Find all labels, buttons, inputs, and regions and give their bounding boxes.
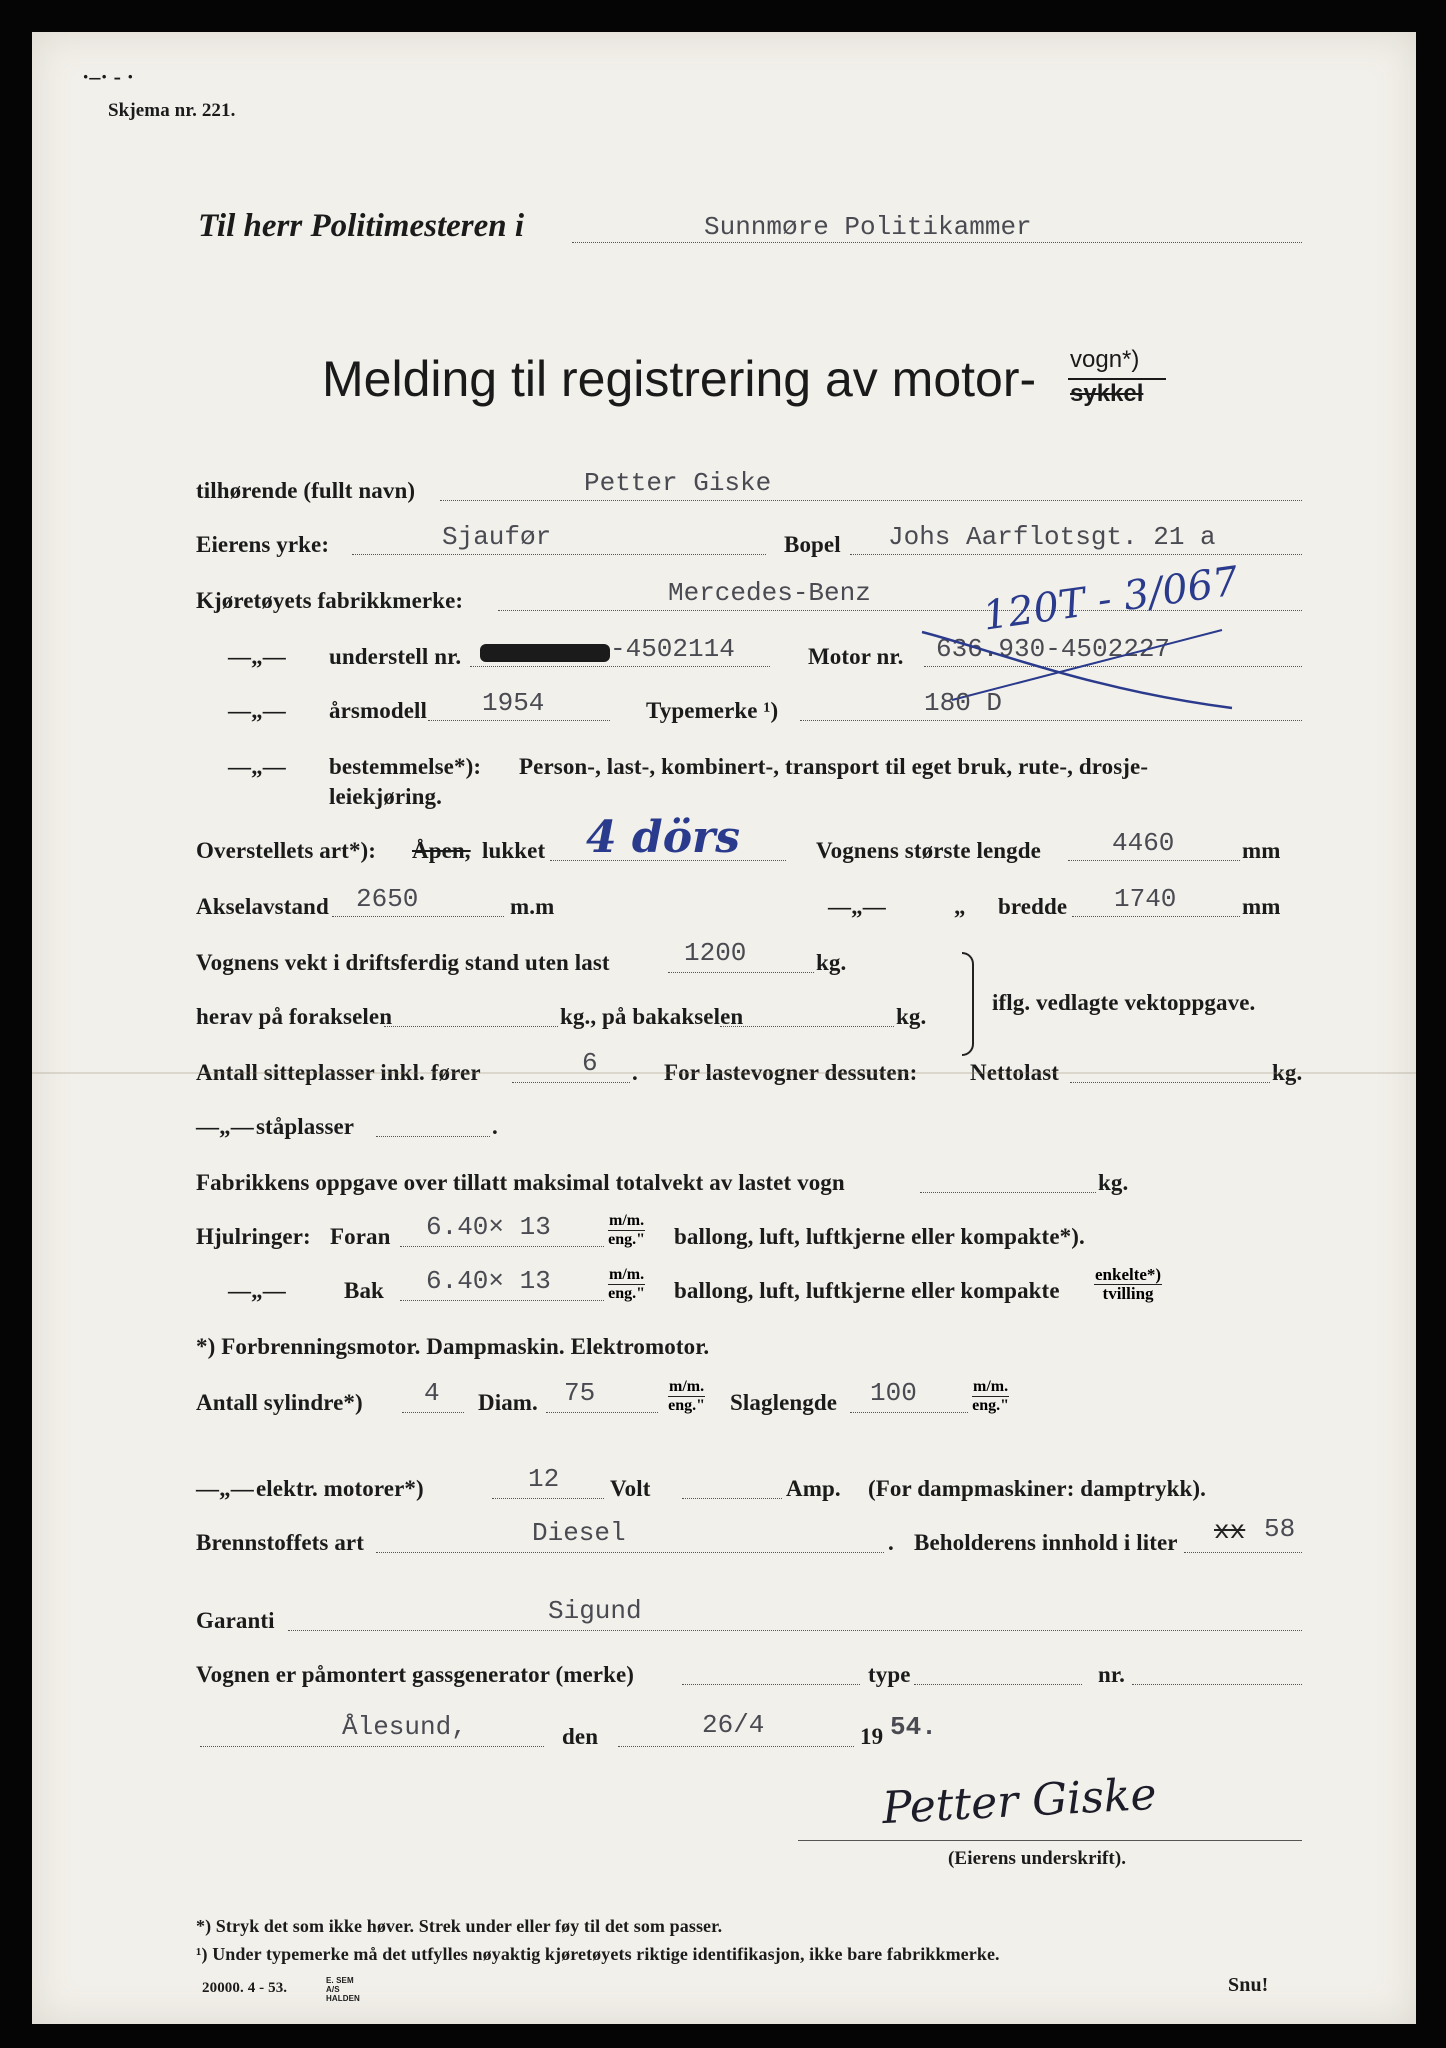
rear-axle-unit: kg. <box>896 1004 927 1029</box>
wheelbase-label: Akselavstand <box>196 894 329 919</box>
owner-signature: Petter Giske <box>880 1768 1158 1835</box>
stroke-unit-fraction: $\frac{m/m.}{\text{eng."}}$ <box>972 1378 1009 1414</box>
length-value: 4460 <box>1112 828 1175 858</box>
amp-label: Amp. <box>786 1476 841 1501</box>
weight-value: 1200 <box>684 938 747 968</box>
weight-note: iflg. vedlagte vektoppgave. <box>992 990 1256 1015</box>
width-label: bredde <box>998 894 1068 919</box>
diam-unit-fraction: $\frac{m/m.}{\text{eng."}}$ <box>668 1378 705 1414</box>
ditto-mark: —„— <box>196 1476 254 1501</box>
front-unit-fraction: $\frac{m/m.}{\text{eng."}}$ <box>608 1212 645 1248</box>
electric-label: elektr. motorer*) <box>256 1476 424 1501</box>
steam-label: (For dampmaskiner: damptrykk). <box>868 1476 1207 1501</box>
truck-label: For lastevogner dessuten: <box>664 1060 918 1085</box>
front-tire-types: ballong, luft, luftkjerne eller kompakte*). <box>674 1224 1085 1249</box>
model-year-label: årsmodell <box>329 698 427 723</box>
length-label: Vognens største lengde <box>816 838 1041 863</box>
printer-mark: E. SEM A/S HALDEN <box>326 1976 360 2003</box>
model-year-value: 1954 <box>482 688 545 718</box>
width-quote: „ <box>954 894 966 919</box>
body-type-value: 4 dörs <box>586 812 740 863</box>
tank-value: 58 <box>1264 1514 1296 1544</box>
type-value: 180 D <box>924 688 1003 718</box>
type-label: Typemerke ¹) <box>646 698 779 723</box>
length-unit: mm <box>1242 838 1281 863</box>
year-prefix: 19 <box>860 1724 884 1749</box>
ditto-mark: —„— <box>828 894 886 919</box>
form-number: Skjema nr. 221. <box>108 100 236 121</box>
guarantee-value: Sigund <box>548 1596 642 1626</box>
engine-types: *) Forbrenningsmotor. Dampmaskin. Elektromotor. <box>196 1334 710 1359</box>
net-load-unit: kg. <box>1272 1060 1303 1085</box>
volt-value: 12 <box>528 1464 560 1494</box>
rear-wheels-value: 6.40× 13 <box>426 1266 551 1296</box>
rear-axle-label: kg., på bakakselen <box>560 1004 744 1029</box>
diam-value: 75 <box>564 1378 596 1408</box>
chassis-label: understell nr. <box>329 644 462 669</box>
fuel-label: Brennstoffets art <box>196 1530 364 1555</box>
tank-struck-value: xx <box>1214 1516 1246 1546</box>
rear-tire-types: ballong, luft, luftkjerne eller kompakte <box>674 1278 1060 1303</box>
rear-unit-fraction: $\frac{m/m.}{\text{eng."}}$ <box>608 1266 645 1302</box>
turn-over-note: Snu! <box>1228 1974 1269 1996</box>
front-wheels-value: 6.40× 13 <box>426 1212 551 1242</box>
body-closed-option: lukket <box>482 838 546 863</box>
make-label: Kjøretøyets fabrikkmerke: <box>196 588 464 613</box>
date-value: 26/4 <box>702 1710 765 1740</box>
single-twin-fraction: $\frac{\text{enkelte*)}}{\text{tvilling}}$ <box>1095 1265 1162 1303</box>
front-wheels-label: Foran <box>330 1224 391 1249</box>
tank-label: Beholderens innhold i liter <box>914 1530 1178 1555</box>
footnote-star: *) Stryk det som ikke høver. Strek under eller føy til det som passer. <box>196 1916 723 1936</box>
stroke-value: 100 <box>870 1378 917 1408</box>
date-label: den <box>562 1724 599 1749</box>
gas-generator-label: Vognen er påmontert gassgenerator (merke) <box>196 1662 635 1687</box>
redacted-scribble <box>480 644 610 662</box>
ditto-mark: —„— <box>228 1278 286 1303</box>
signature-caption: (Eierens underskrift). <box>948 1848 1127 1869</box>
chassis-value: -4502114 <box>610 634 735 664</box>
scribble-mark: ·–· - · <box>82 64 135 89</box>
seats-label: Antall sitteplasser inkl. fører <box>196 1060 481 1085</box>
standing-label: ståplasser <box>256 1114 355 1139</box>
purpose-label: bestemmelse*): <box>329 754 482 779</box>
ditto-mark: —„— <box>228 754 286 779</box>
purpose-options-cont: leiekjøring. <box>329 784 442 809</box>
weight-label: Vognens vekt i driftsferdig stand uten last <box>196 950 610 975</box>
purpose-options: Person-, last-, kombinert-, transport til eget bruk, rute-, drosje- <box>519 754 1149 779</box>
occupation-label: Eierens yrke: <box>196 532 330 557</box>
max-weight-unit: kg. <box>1098 1170 1129 1195</box>
residence-value: Johs Aarflotsgt. 21 a <box>888 522 1216 552</box>
weight-unit: kg. <box>816 950 847 975</box>
rear-wheels-label: Bak <box>344 1278 384 1303</box>
body-open-option: Åpen, <box>412 838 471 863</box>
title-upper-option: vogn*) <box>1070 346 1140 373</box>
owner-value: Petter Giske <box>584 468 772 498</box>
cylinders-label: Antall sylindre*) <box>196 1390 363 1415</box>
ditto-mark: —„— <box>228 644 286 669</box>
motor-label: Motor nr. <box>808 644 904 669</box>
residence-label: Bopel <box>784 532 841 557</box>
make-annotation: 120T - 3/067 <box>980 558 1242 640</box>
addressee-label: Til herr Politimesteren i <box>198 208 525 244</box>
ditto-mark: —„— <box>196 1114 254 1139</box>
cylinders-value: 4 <box>424 1378 440 1408</box>
year-value: 54. <box>890 1712 937 1742</box>
motor-value: 636.930-4502227 <box>936 634 1171 664</box>
addressee-value: Sunnmøre Politikammer <box>704 212 1032 242</box>
guarantee-label: Garanti <box>196 1608 275 1633</box>
diam-label: Diam. <box>478 1390 538 1415</box>
wheelbase-value: 2650 <box>356 884 419 914</box>
form-page: ·–· - · Skjema nr. 221. Til herr Politimesteren i Sunnmøre Politikammer Melding til registrering av motor- vogn*) sykkel tilhørende (fullt navn) Petter Giske Eierens yrke: Sjaufør Bopel Johs Aarflotsgt. 21 a Kjøretøyets fabrikkmerke: Mercedes-Benz 120T - 3/067 —„— understell nr. -4502114 Motor nr. 636.930-4502227 —„— årsmodell 1954 Typemerke ¹) 180 D —„— bestemmelse*): Person-, last-, kombinert-, transport til eget bruk, rute-, drosje- leiekjøring. Overstellets art*): Åpen, lukket 4 dörs Vognens største lengde 4460 mm Akselavstand 2650 m.m —„— „ bredde 1740 mm Vognens vekt i driftsferdig stand uten last 1200 kg. iflg. vedlagte vektoppgave. herav på forakselen kg., på bakakselen kg. Antall sitteplasser inkl. fører 6 . For lastevogner dessuten: Nettolast kg. —„— ståplasser . Fabrikkens oppgave over tillatt maksimal totalvekt av lastet vogn kg. Hjulringer: Foran 6.40× 13 $\frac{m/m.}{\text{eng."}}$ ballong, luft, luftkjerne eller kompakte*). —„— Bak 6.40× 13 $\frac{m/m.}{\text{eng."}}$ ballong, luft, luftkjerne eller kompakte $\frac{\text{enkelte*)}}{\text{tvilling}}$ *) Forbrenningsmotor. Dampmaskin. Elektromotor. Antall sylindre*) 4 Diam. 75 $\frac{m/m.}{\text{eng."}}$ Slaglengde 100 $\frac{m/m.}{\text{eng."}}$ —„— elektr. motorer*) 12 Volt Amp. (For dampmaskiner: damptrykk). Brennstoffets art Diesel . Beholderens innhold i liter xx 58 Garanti Sigund Vognen er påmontert gassgenerator (merke) type nr. Ålesund, den 26/4 19 54. Petter Giske (Eierens underskrift). *) Stryk det som ikke høver. Strek under eller føy til det som passer. ¹) Under typemerke må det utfylles nøyaktig kjøretøyets riktige identifikasjon, ikke bare fabrikkmerke. 20000. 4 - 53. E. SEM A/S HALDEN Snu! <box>32 32 1416 2024</box>
place-value: Ålesund, <box>342 1712 467 1742</box>
title-lower-option: sykkel <box>1070 380 1144 407</box>
body-type-label: Overstellets art*): <box>196 838 377 863</box>
stroke-label: Slaglengde <box>730 1390 838 1415</box>
front-axle-label: herav på forakselen <box>196 1004 393 1029</box>
net-load-label: Nettolast <box>970 1060 1060 1085</box>
volt-label: Volt <box>610 1476 651 1501</box>
ditto-mark: —„— <box>228 698 286 723</box>
occupation-value: Sjaufør <box>442 522 552 552</box>
owner-label: tilhørende (fullt navn) <box>196 478 416 503</box>
width-unit: mm <box>1242 894 1281 919</box>
max-weight-label: Fabrikkens oppgave over tillatt maksimal totalvekt av lastet vogn <box>196 1170 845 1195</box>
footnote-one: ¹) Under typemerke må det utfylles nøyaktig kjøretøyets riktige identifikasjon, ikke bare fabrikkmerke. <box>196 1944 1000 1964</box>
gas-type-label: type <box>868 1662 911 1687</box>
make-value: Mercedes-Benz <box>668 578 871 608</box>
gas-nr-label: nr. <box>1098 1662 1125 1687</box>
width-value: 1740 <box>1114 884 1177 914</box>
wheels-label: Hjulringer: <box>196 1224 311 1249</box>
fuel-value: Diesel <box>532 1518 626 1548</box>
wheelbase-unit: m.m <box>510 894 555 919</box>
print-code: 20000. 4 - 53. <box>202 1980 288 1996</box>
form-title: Melding til registrering av motor- <box>322 351 1037 407</box>
weight-brace <box>962 952 974 1056</box>
seats-value: 6 <box>582 1048 598 1078</box>
